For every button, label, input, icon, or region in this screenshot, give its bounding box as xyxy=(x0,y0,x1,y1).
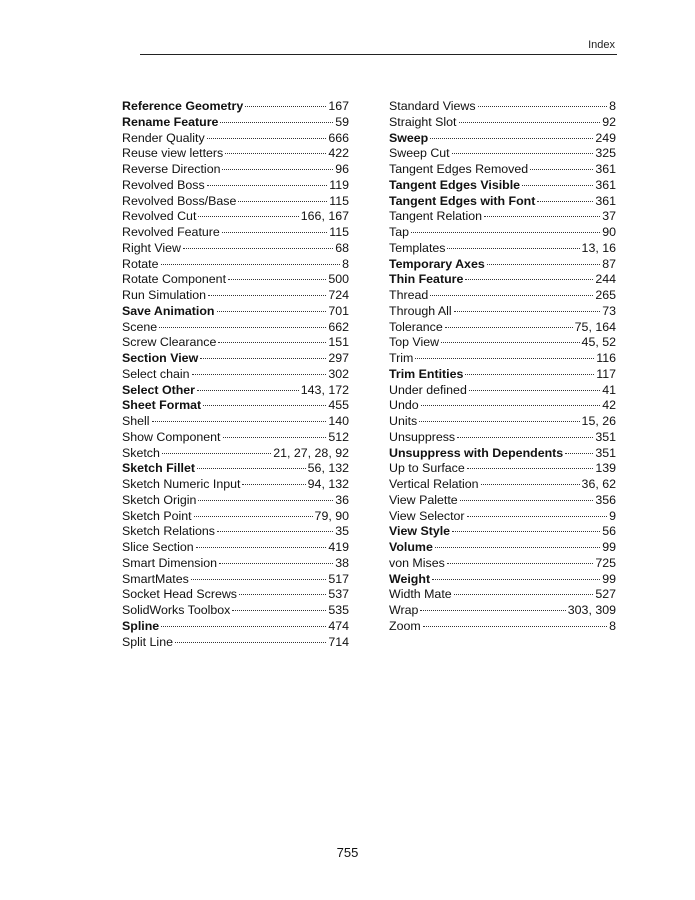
index-term: Width Mate xyxy=(389,587,452,602)
index-entry xyxy=(122,633,349,649)
dot-leader xyxy=(423,614,607,627)
dot-leader xyxy=(411,220,600,233)
dot-leader xyxy=(452,141,594,154)
index-pages: 302 xyxy=(328,366,349,381)
dot-leader xyxy=(161,614,326,627)
index-term: Spline xyxy=(122,618,160,633)
index-term: Revolved Boss xyxy=(122,177,205,192)
index-pages: 59 xyxy=(335,114,349,129)
dot-leader xyxy=(203,393,326,406)
index-term: Tolerance xyxy=(389,319,443,334)
dot-leader xyxy=(430,126,593,139)
index-pages: 143, 172 xyxy=(300,382,349,397)
dot-leader xyxy=(228,267,326,280)
index-pages: 249 xyxy=(595,130,616,145)
index-term: Socket Head Screws xyxy=(122,587,238,602)
index-pages: 36 xyxy=(335,492,349,507)
dot-leader xyxy=(152,409,327,422)
dot-leader xyxy=(238,189,327,202)
dot-leader xyxy=(162,441,271,454)
dot-leader xyxy=(197,456,306,469)
index-term: Render Quality xyxy=(122,130,205,145)
index-term: Show Component xyxy=(122,429,221,444)
index-pages: 701 xyxy=(328,303,349,318)
index-pages: 361 xyxy=(595,193,616,208)
index-term: SmartMates xyxy=(122,571,189,586)
index-pages: 15, 26 xyxy=(581,414,616,428)
index-pages: 56, 132 xyxy=(307,461,349,476)
index-term: Sweep xyxy=(389,130,429,145)
index-term: von Mises xyxy=(389,555,445,570)
dot-leader xyxy=(467,456,594,469)
index-pages: 351 xyxy=(595,445,616,460)
index-pages: 8 xyxy=(609,618,616,633)
index-pages: 92 xyxy=(602,114,616,129)
dot-leader xyxy=(460,488,594,501)
index-term: Sketch Point xyxy=(122,508,192,523)
index-pages: 361 xyxy=(595,162,616,176)
index-pages: 99 xyxy=(602,571,616,586)
dot-leader xyxy=(432,567,600,580)
index-pages: 325 xyxy=(595,146,616,161)
dot-leader xyxy=(194,504,313,517)
dot-leader xyxy=(415,346,594,359)
index-pages: 8 xyxy=(342,256,349,271)
dot-leader xyxy=(447,551,594,564)
index-pages: 500 xyxy=(328,272,349,287)
dot-leader xyxy=(459,110,601,123)
index-term: Trim xyxy=(389,351,414,365)
index-term: Revolved Cut xyxy=(122,209,197,224)
dot-leader xyxy=(208,283,326,296)
dot-leader xyxy=(159,315,326,328)
index-entry xyxy=(122,459,349,475)
index-pages: 13, 16 xyxy=(581,240,616,255)
dot-leader xyxy=(207,173,328,186)
dot-leader xyxy=(537,189,593,202)
index-pages: 96 xyxy=(335,162,349,176)
index-pages: 42 xyxy=(602,398,616,413)
index-pages: 68 xyxy=(335,240,349,255)
index-pages: 115 xyxy=(329,225,349,239)
index-pages: 419 xyxy=(328,540,349,554)
dot-leader xyxy=(465,267,593,280)
index-term: Sweep Cut xyxy=(389,146,450,161)
index-term: Thread xyxy=(389,288,429,302)
index-pages: 94, 132 xyxy=(307,477,349,491)
index-pages: 117 xyxy=(596,366,616,381)
dot-leader xyxy=(200,346,326,359)
index-term: Reverse Direction xyxy=(122,162,221,176)
index-term: Smart Dimension xyxy=(122,555,218,570)
dot-leader xyxy=(522,173,593,186)
index-term: Weight xyxy=(389,571,431,586)
index-term: Slice Section xyxy=(122,540,194,554)
dot-leader xyxy=(217,519,333,532)
index-term: Sketch Numeric Input xyxy=(122,477,241,491)
dot-leader xyxy=(469,378,600,391)
index-pages: 662 xyxy=(328,319,349,334)
index-term: Sketch Fillet xyxy=(122,461,195,476)
index-term: Volume xyxy=(389,540,433,554)
dot-leader xyxy=(198,488,333,501)
index-pages: 512 xyxy=(328,429,349,444)
dot-leader xyxy=(197,378,299,391)
index-entry xyxy=(389,617,616,633)
index-term: Reference Geometry xyxy=(122,99,244,113)
index-pages: 517 xyxy=(328,571,349,586)
index-term: Select chain xyxy=(122,366,190,381)
index-pages: 167 xyxy=(328,99,349,113)
index-pages: 303, 309 xyxy=(567,603,616,617)
index-term: Unsuppress xyxy=(389,429,456,444)
dot-leader xyxy=(217,299,327,312)
index-term: Trim Entities xyxy=(389,366,464,381)
index-pages: 38 xyxy=(335,555,349,570)
dot-leader xyxy=(487,252,600,265)
index-term: Unsuppress with Dependents xyxy=(389,445,564,460)
dot-leader xyxy=(222,157,333,170)
index-term: Rename Feature xyxy=(122,114,219,129)
index-pages: 725 xyxy=(595,555,616,570)
dot-leader xyxy=(196,535,327,548)
dot-leader xyxy=(484,204,600,217)
index-pages: 714 xyxy=(328,634,349,649)
index-pages: 474 xyxy=(328,618,349,633)
index-term: Top View xyxy=(389,335,440,350)
index-term: Revolved Feature xyxy=(122,225,220,239)
header-title: Index xyxy=(588,39,615,51)
index-term: Up to Surface xyxy=(389,461,465,476)
index-term: View Selector xyxy=(389,508,465,523)
dot-leader xyxy=(225,141,326,154)
index-pages: 37 xyxy=(602,209,616,224)
index-term: Wrap xyxy=(389,603,419,617)
dot-leader xyxy=(565,441,593,454)
dot-leader xyxy=(419,409,579,422)
index-pages: 90 xyxy=(602,225,616,239)
dot-leader xyxy=(245,94,326,107)
index-term: Units xyxy=(389,414,418,428)
dot-leader xyxy=(430,283,593,296)
dot-leader xyxy=(454,582,594,595)
dot-leader xyxy=(447,236,579,249)
dot-leader xyxy=(192,362,327,375)
dot-leader xyxy=(219,551,333,564)
dot-leader xyxy=(454,299,601,312)
dot-leader xyxy=(242,472,305,485)
index-pages: 116 xyxy=(596,351,616,365)
dot-leader xyxy=(441,330,579,343)
index-term: Temporary Axes xyxy=(389,256,485,271)
index-term: Undo xyxy=(389,398,419,413)
index-term: Straight Slot xyxy=(389,114,457,129)
index-term: Tap xyxy=(389,225,409,239)
dot-leader xyxy=(161,252,341,265)
index-pages: 356 xyxy=(595,492,616,507)
index-term: Standard Views xyxy=(389,99,476,113)
dot-leader xyxy=(232,598,326,611)
index-pages: 527 xyxy=(595,587,616,602)
page-number: 755 xyxy=(336,845,359,860)
index-column-left xyxy=(122,97,349,648)
index-pages: 724 xyxy=(328,288,349,302)
index-pages: 35 xyxy=(335,524,349,539)
dot-leader xyxy=(445,315,573,328)
index-term: Rotate Component xyxy=(122,272,227,287)
index-term: Save Animation xyxy=(122,303,215,318)
dot-leader xyxy=(239,582,326,595)
index-pages: 455 xyxy=(328,398,349,413)
index-term: Thin Feature xyxy=(389,272,464,287)
index-term: Tangent Relation xyxy=(389,209,482,224)
index-term: Split Line xyxy=(122,634,173,649)
dot-leader xyxy=(467,504,608,517)
index-term: Screw Clearance xyxy=(122,335,217,350)
index-term: Right View xyxy=(122,240,182,255)
index-term: Reuse view letters xyxy=(122,146,224,161)
dot-leader xyxy=(420,598,565,611)
index-pages: 297 xyxy=(328,351,349,365)
index-term: Scene xyxy=(122,319,158,334)
index-term: View Palette xyxy=(389,492,458,507)
index-term: Sheet Format xyxy=(122,398,202,413)
index-term: Through All xyxy=(389,303,452,318)
dot-leader xyxy=(223,425,327,438)
index-pages: 87 xyxy=(602,256,616,271)
index-term: Vertical Relation xyxy=(389,477,479,491)
index-pages: 361 xyxy=(595,177,616,192)
index-pages: 535 xyxy=(328,603,349,617)
index-pages: 119 xyxy=(329,177,349,192)
index-term: Tangent Edges Removed xyxy=(389,162,529,176)
index-column-right xyxy=(389,97,616,633)
index-term: Section View xyxy=(122,351,199,365)
index-term: View Style xyxy=(389,524,451,539)
dot-leader xyxy=(478,94,608,107)
index-pages: 244 xyxy=(595,272,616,287)
dot-leader xyxy=(530,157,593,170)
index-pages: 9 xyxy=(609,508,616,523)
dot-leader xyxy=(207,126,327,139)
index-term: Under defined xyxy=(389,382,467,397)
dot-leader xyxy=(198,204,298,217)
index-pages: 115 xyxy=(329,193,349,208)
dot-leader xyxy=(183,236,333,249)
dot-leader xyxy=(191,567,327,580)
index-term: Sketch Origin xyxy=(122,492,197,507)
index-term: Templates xyxy=(389,240,446,255)
index-pages: 666 xyxy=(328,130,349,145)
index-term: Revolved Boss/Base xyxy=(122,193,237,208)
index-pages: 36, 62 xyxy=(581,477,616,491)
page-header xyxy=(140,38,617,55)
index-pages: 8 xyxy=(609,99,616,113)
index-pages: 56 xyxy=(602,524,616,539)
index-term: Shell xyxy=(122,414,150,428)
index-pages: 265 xyxy=(595,288,616,302)
dot-leader xyxy=(465,362,594,375)
index-term: Sketch xyxy=(122,445,160,460)
index-pages: 537 xyxy=(328,587,349,602)
dot-leader xyxy=(220,110,333,123)
index-pages: 140 xyxy=(328,414,349,428)
dot-leader xyxy=(481,472,580,485)
index-pages: 21, 27, 28, 92 xyxy=(273,445,349,460)
index-pages: 73 xyxy=(602,303,616,318)
dot-leader xyxy=(222,220,327,233)
index-term: Run Simulation xyxy=(122,288,207,302)
index-term: Tangent Edges with Font xyxy=(389,193,536,208)
index-term: SolidWorks Toolbox xyxy=(122,603,231,617)
dot-leader xyxy=(452,519,600,532)
index-pages: 166, 167 xyxy=(300,209,349,224)
index-pages: 45, 52 xyxy=(581,335,616,350)
dot-leader xyxy=(175,630,326,643)
index-term: Zoom xyxy=(389,618,421,633)
index-pages: 75, 164 xyxy=(574,319,616,334)
dot-leader xyxy=(218,330,326,343)
index-pages: 41 xyxy=(602,382,616,397)
index-pages: 79, 90 xyxy=(314,508,349,523)
index-pages: 99 xyxy=(602,540,616,554)
index-term: Rotate xyxy=(122,256,159,271)
index-pages: 422 xyxy=(328,146,349,161)
index-pages: 139 xyxy=(595,461,616,476)
index-pages: 351 xyxy=(595,429,616,444)
dot-leader xyxy=(435,535,600,548)
dot-leader xyxy=(457,425,593,438)
index-term: Tangent Edges Visible xyxy=(389,177,521,192)
dot-leader xyxy=(421,393,601,406)
index-term: Sketch Relations xyxy=(122,524,215,539)
index-pages: 151 xyxy=(328,335,349,350)
index-term: Select Other xyxy=(122,382,195,397)
